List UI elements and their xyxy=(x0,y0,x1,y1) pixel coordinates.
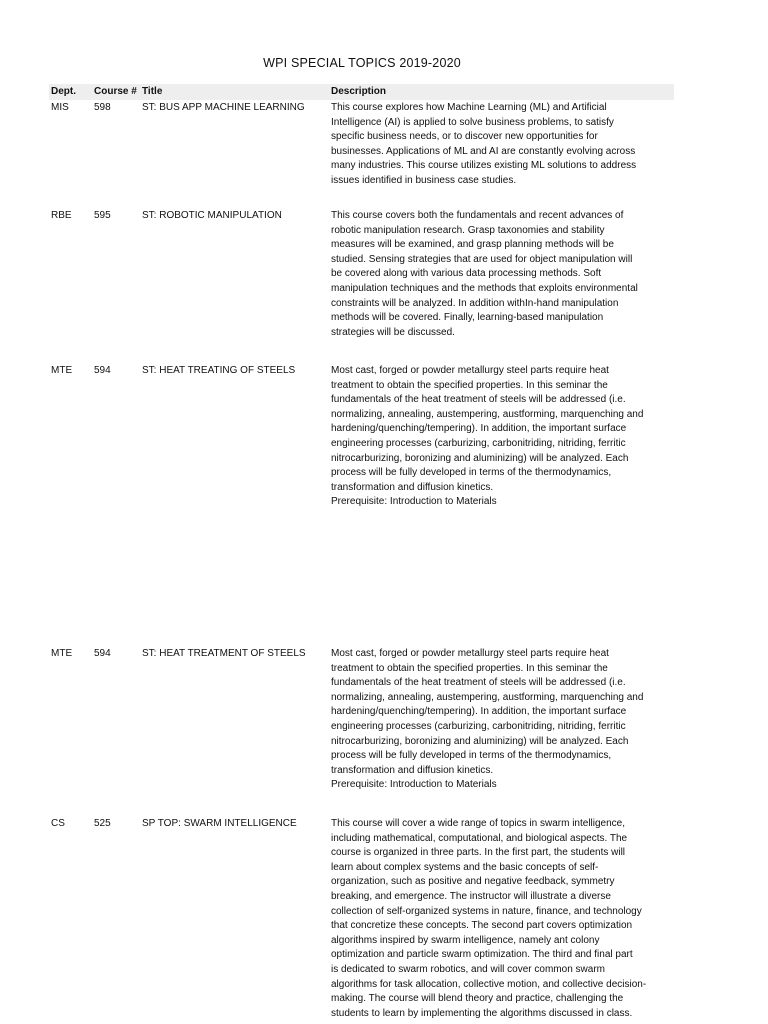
dept-cell: CS xyxy=(51,818,65,829)
description-line: Most cast, forged or powder metallurgy steel parts require heat xyxy=(331,648,609,659)
course-description-cell xyxy=(331,364,676,510)
description-line: treatment to obtain the specified properties. In this seminar the xyxy=(331,662,608,674)
description-line: students to learn by implementing the algorithms discussed in class. xyxy=(331,1007,633,1019)
description-line: algorithms inspired by swarm intelligence, namely ant colony xyxy=(331,934,600,946)
description-line: including mathematical, computational, and biological aspects. The xyxy=(331,832,628,844)
description-line: strategies will be discussed. xyxy=(331,326,455,338)
document-title: WPI SPECIAL TOPICS 2019-2020 xyxy=(263,56,461,70)
description-line: nitrocarburizing, boronizing and aluminizing) will be analyzed. Each xyxy=(331,452,629,464)
dept-cell: MTE xyxy=(51,365,73,376)
header-dept: Dept. xyxy=(51,86,76,97)
description-line: breaking, and emergence. The instructor will illustrate a diverse xyxy=(331,890,611,902)
description-line: fundamentals of the heat treatment of steels will be addressed (i.e. xyxy=(331,394,626,406)
description-line: that concretize these concepts. The second part covers optimization xyxy=(331,920,633,932)
description-line: normalizing, annealing, austempering, austforming, marquenching and xyxy=(331,691,644,703)
description-line: optimization and particle swarm optimization. The third and final part xyxy=(331,949,633,961)
description-line: Prerequisite: Introduction to Materials xyxy=(331,779,497,791)
description-line: constraints will be analyzed. In addition withIn-hand manipulation xyxy=(331,297,619,309)
description-line: organization, such as positive and negative feedback, symmetry xyxy=(331,876,615,888)
description-line: issues identified in business case studies. xyxy=(331,174,517,186)
course-description-cell xyxy=(331,647,676,793)
description-line: learn about complex systems and the basic concepts of self- xyxy=(331,861,599,873)
course-description-cell xyxy=(331,101,676,189)
course-title-cell: ST: HEAT TREATMENT OF STEELS xyxy=(142,648,306,659)
course-title-cell: ST: HEAT TREATING OF STEELS xyxy=(142,365,296,376)
course-number-cell: 595 xyxy=(94,210,111,221)
description-line: Intelligence (AI) is applied to solve business problems, to satisfy xyxy=(331,116,614,128)
header-course: Course # xyxy=(94,86,137,97)
description-line: transformation and diffusion kinetics. xyxy=(331,481,494,493)
description-line: treatment to obtain the specified properties. In this seminar the xyxy=(331,379,608,391)
table-header-row xyxy=(49,84,674,100)
description-line: Prerequisite: Introduction to Materials xyxy=(331,496,497,508)
description-line: studied. Sensing strategies that are used for object manipulation will xyxy=(331,253,633,265)
description-line: manipulation techniques and the methods that exploits environmental xyxy=(331,282,638,294)
course-number-cell: 598 xyxy=(94,102,111,113)
description-line: collection of self-organized systems in nature, finance, and technology xyxy=(331,905,642,917)
course-number-cell: 594 xyxy=(94,648,111,659)
description-line: algorithms for task allocation, collective motion, and collective decision- xyxy=(331,978,647,990)
course-description-cell xyxy=(331,817,676,1021)
course-number-cell: 594 xyxy=(94,365,111,376)
header-description: Description xyxy=(331,86,387,97)
course-title-cell: ST: ROBOTIC MANIPULATION xyxy=(142,210,282,221)
description-line: engineering processes (carburizing, carbonitriding, nitriding, ferritic xyxy=(331,720,626,732)
description-line: be covered along with various data processing methods. Soft xyxy=(331,268,602,280)
description-line: many industries. This course utilizes existing ML solutions to address xyxy=(331,160,637,172)
description-line: Most cast, forged or powder metallurgy steel parts require heat xyxy=(331,365,609,376)
description-line: specific business needs, or to discover new opportunities for xyxy=(331,131,598,143)
dept-cell: MIS xyxy=(51,102,69,113)
course-description-cell xyxy=(331,209,676,340)
description-line: This course will cover a wide range of topics in swarm intelligence, xyxy=(331,818,626,829)
description-line: nitrocarburizing, boronizing and aluminizing) will be analyzed. Each xyxy=(331,735,629,747)
description-line: This course covers both the fundamentals and recent advances of xyxy=(331,210,624,221)
course-number-cell: 525 xyxy=(94,818,111,829)
description-line: process will be fully developed in terms of the thermodynamics, xyxy=(331,467,612,479)
description-line: normalizing, annealing, austempering, austforming, marquenching and xyxy=(331,408,644,420)
dept-cell: MTE xyxy=(51,648,73,659)
description-line: This course explores how Machine Learning (ML) and Artificial xyxy=(331,102,607,113)
description-line: is dedicated to swarm robotics, and will cover common swarm xyxy=(331,963,605,975)
description-line: making. The course will blend theory and practice, challenging the xyxy=(331,993,624,1005)
dept-cell: RBE xyxy=(51,210,72,221)
description-line: transformation and diffusion kinetics. xyxy=(331,764,494,776)
description-line: fundamentals of the heat treatment of steels will be addressed (i.e. xyxy=(331,677,626,689)
description-line: methods will be covered. Finally, learning-based manipulation xyxy=(331,312,604,324)
description-line: hardening/quenching/tempering). In addition, the important surface xyxy=(331,423,627,435)
course-title-cell: SP TOP: SWARM INTELLIGENCE xyxy=(142,818,297,829)
description-line: engineering processes (carburizing, carbonitriding, nitriding, ferritic xyxy=(331,437,626,449)
description-line: businesses. Applications of ML and AI are constantly evolving across xyxy=(331,145,636,157)
description-line: course is organized in three parts. In the first part, the students will xyxy=(331,847,626,859)
description-line: hardening/quenching/tempering). In addition, the important surface xyxy=(331,706,627,718)
header-title: Title xyxy=(142,86,163,97)
course-title-cell: ST: BUS APP MACHINE LEARNING xyxy=(142,102,305,113)
description-line: process will be fully developed in terms of the thermodynamics, xyxy=(331,750,612,762)
description-line: measures will be examined, and grasp planning methods will be xyxy=(331,239,614,251)
description-line: robotic manipulation research. Grasp taxonomies and stability xyxy=(331,224,605,236)
